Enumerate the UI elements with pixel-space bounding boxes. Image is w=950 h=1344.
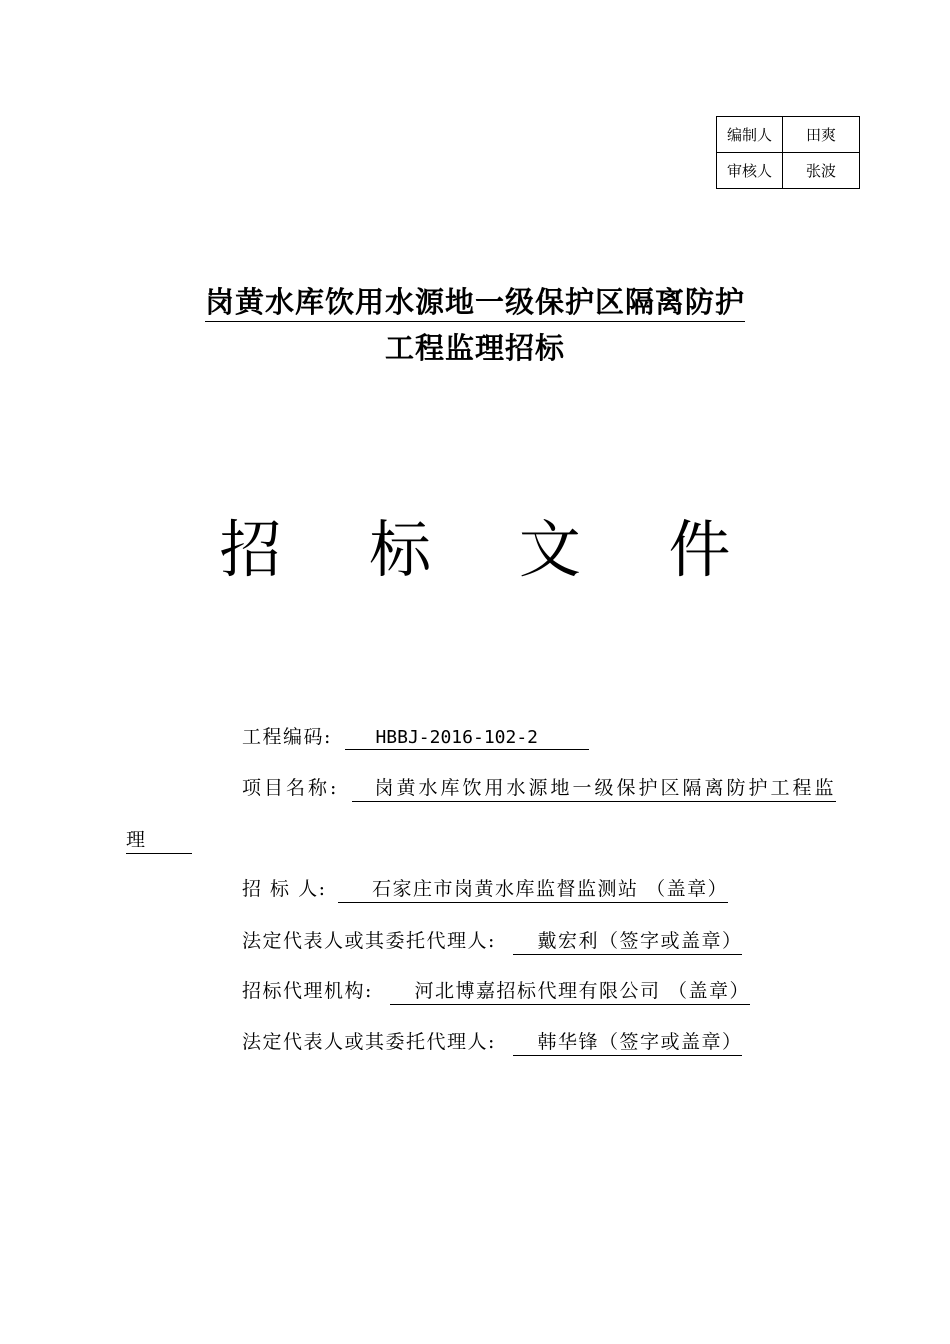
project-name-label: 项目名称: (242, 777, 340, 799)
table-row (717, 153, 860, 189)
compiler-value: 田爽 (783, 117, 860, 153)
legal-rep-tenderer-field (242, 926, 742, 955)
legal-rep1-label: 法定代表人或其委托代理人: (242, 930, 496, 952)
reviewer-value: 张波 (783, 153, 860, 189)
tenderer-field (242, 874, 728, 903)
project-code-label: 工程编码: (242, 726, 332, 748)
legal-rep1-value: 戴宏利（签字或盖章） (513, 926, 742, 955)
tenderer-value: 石家庄市岗黄水库监督监测站 （盖章） (338, 874, 728, 903)
legal-rep-agency-field (242, 1027, 742, 1056)
project-name-field (242, 773, 836, 802)
project-name-value-line1: 岗黄水库饮用水源地一级保护区隔离防护工程监 (352, 773, 836, 802)
agency-value: 河北博嘉招标代理有限公司 （盖章） (390, 976, 750, 1005)
project-title-line1: 岗黄水库饮用水源地一级保护区隔离防护 (0, 280, 950, 321)
document-title: 招 标 文 件 (219, 513, 765, 586)
legal-rep2-value: 韩华锋（签字或盖章） (513, 1027, 742, 1056)
legal-rep2-label: 法定代表人或其委托代理人: (242, 1031, 496, 1053)
agency-label: 招标代理机构: (242, 980, 373, 1002)
project-code-value: HBBJ-2016-102-2 (345, 727, 589, 750)
project-name-value-line2: 理 (126, 825, 192, 854)
tenderer-label: 招 标 人: (242, 878, 327, 900)
compiler-label: 编制人 (717, 117, 783, 153)
project-code-field (242, 722, 589, 750)
project-name-continuation (126, 825, 192, 854)
reviewer-label: 审核人 (717, 153, 783, 189)
sign-off-table (716, 116, 860, 189)
table-row (717, 117, 860, 153)
project-title-line2: 工程监理招标 (384, 331, 565, 365)
agency-field (242, 976, 750, 1005)
